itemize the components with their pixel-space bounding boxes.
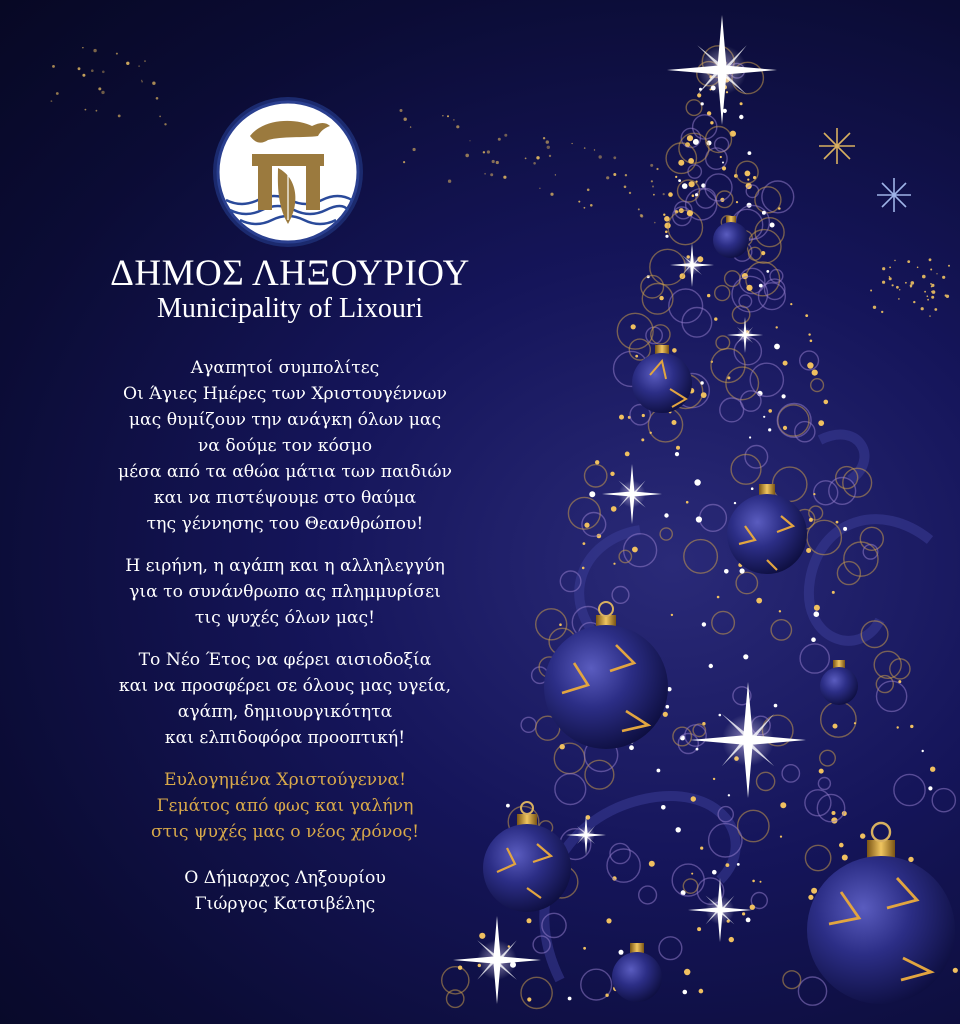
message-line: μέσα από τα αθώα μάτια των παιδιών	[118, 462, 452, 482]
message-line: Το Νέο Έτος να φέρει αισιοδοξία	[138, 650, 432, 670]
message-line: και ελπιδοφόρα προοπτική!	[164, 728, 406, 748]
message-line: Οι Άγιες Ημέρες των Χριστουγέννων	[123, 384, 447, 404]
message-line: Αγαπητοί συμπολίτες	[190, 358, 380, 378]
message-line: και να πιστέψουμε στο θαύμα	[153, 488, 417, 508]
ornament	[807, 823, 955, 1004]
message-line: μας θυμίζουν την ανάγκη όλων μας	[128, 410, 442, 430]
ornament	[820, 660, 858, 705]
organization-name-greek: ΔΗΜΟΣ ΛΗΞΟΥΡΙΟΥ	[110, 253, 470, 294]
star-icon	[727, 317, 763, 353]
message-line: της γέννησης του Θεανθρώπου!	[146, 514, 424, 534]
snowflake-icon	[877, 178, 911, 212]
message-line: για το συνάνθρωπο ας πλημμυρίσει	[129, 582, 441, 602]
message-line: τις ψυχές όλων μας!	[194, 608, 376, 628]
organization-name-english: Municipality of Lixouri	[157, 293, 423, 324]
ornament	[713, 216, 749, 258]
holiday-greeting	[60, 767, 510, 845]
signature	[60, 865, 510, 917]
message-stanza	[60, 553, 510, 631]
christmas-message	[60, 355, 510, 917]
snowflake-icon	[819, 128, 855, 164]
ornament	[727, 484, 807, 574]
star-icon	[690, 682, 806, 798]
message-line: να δούμε τον κόσμο	[197, 436, 373, 456]
star-icon	[670, 243, 714, 287]
message-line: Η ειρήνη, η αγάπη και η αλληλεγγύη	[125, 556, 445, 576]
message-stanza	[60, 355, 510, 537]
star-icon	[453, 916, 541, 1004]
message-line: και να προσφέρει σε όλους μας υγεία,	[118, 676, 452, 696]
greeting-line: Γεμάτος από φως και γαλήνη	[156, 796, 414, 816]
signature-name: Γιώργος Κατσιβέλης	[194, 894, 376, 914]
signature-title: Ο Δήμαρχος Ληξουρίου	[184, 868, 386, 888]
ornament	[544, 602, 668, 749]
dolphin-pillar-emblem-icon	[212, 96, 364, 248]
star-icon	[667, 15, 777, 125]
message-stanza	[60, 647, 510, 751]
message-line: αγάπη, δημιουργικότητα	[177, 702, 393, 722]
greeting-line: στις ψυχές μας ο νέος χρόνος!	[150, 822, 420, 842]
greeting-line: Ευλογημένα Χριστούγεννα!	[163, 770, 407, 790]
